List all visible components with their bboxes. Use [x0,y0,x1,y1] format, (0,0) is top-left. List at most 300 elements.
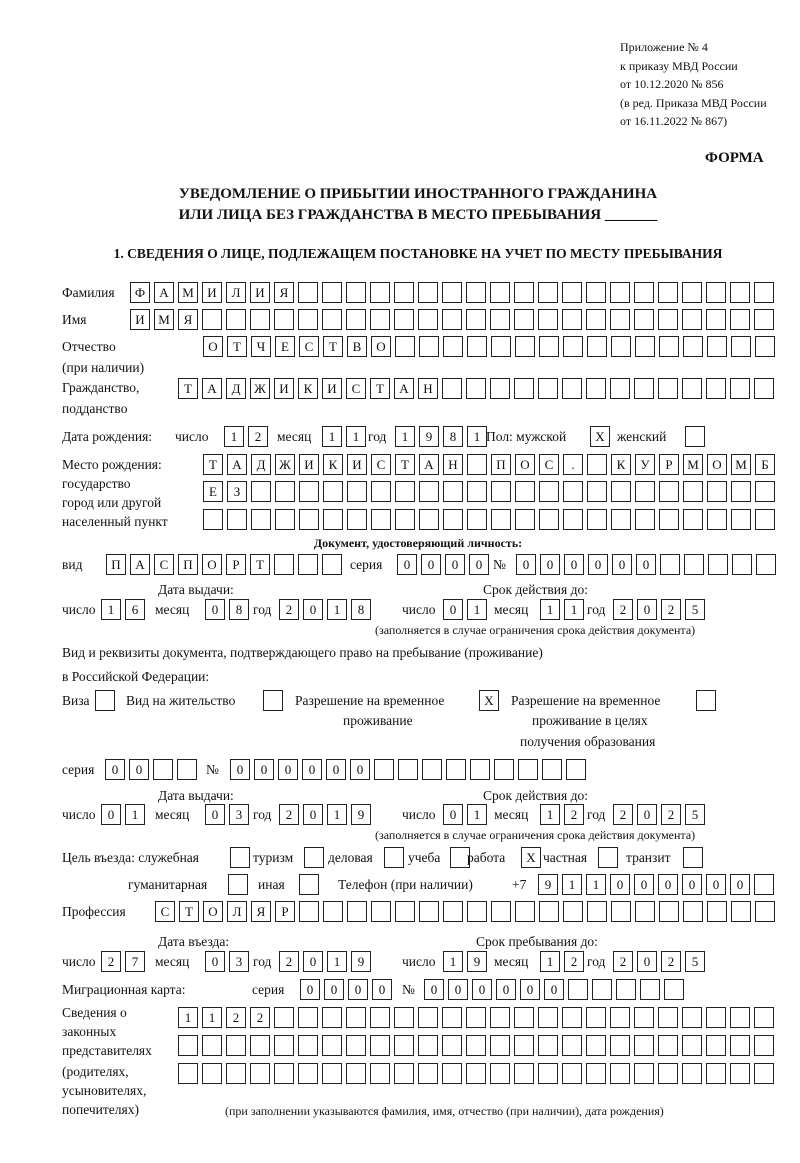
char-box[interactable] [562,1063,582,1084]
char-box[interactable]: 0 [372,979,392,1000]
char-box[interactable] [518,759,538,780]
char-box[interactable] [538,1007,558,1028]
char-box[interactable]: О [202,554,222,575]
char-box[interactable] [370,1035,390,1056]
char-box[interactable]: 1 [224,426,244,447]
char-box[interactable]: 0 [496,979,516,1000]
char-box[interactable]: 0 [129,759,149,780]
char-box[interactable]: Т [178,378,198,399]
char-box[interactable] [611,901,631,922]
char-box[interactable] [658,1007,678,1028]
char-box[interactable] [634,309,654,330]
char-box[interactable] [682,1007,702,1028]
char-box[interactable]: 9 [467,951,487,972]
char-box[interactable]: Я [274,282,294,303]
char-box[interactable]: 0 [303,599,323,620]
char-box[interactable] [658,282,678,303]
char-box[interactable] [226,1063,246,1084]
char-box[interactable] [418,1007,438,1028]
char-box[interactable] [419,336,439,357]
char-box[interactable] [592,979,612,1000]
char-box[interactable] [708,554,728,575]
char-box[interactable]: Т [203,454,223,475]
char-box[interactable] [587,509,607,530]
char-box[interactable] [370,309,390,330]
char-box[interactable] [658,378,678,399]
char-box[interactable]: О [515,454,535,475]
char-box[interactable] [418,1063,438,1084]
char-box[interactable]: С [371,454,391,475]
char-box[interactable] [466,1063,486,1084]
char-box[interactable]: 2 [279,599,299,620]
char-box[interactable] [611,336,631,357]
char-box[interactable]: Ч [251,336,271,357]
char-box[interactable] [419,901,439,922]
char-box[interactable] [370,1063,390,1084]
char-box[interactable]: 0 [230,759,250,780]
char-box[interactable] [610,309,630,330]
char-box[interactable] [635,481,655,502]
char-box[interactable]: 2 [101,951,121,972]
checkbox[interactable] [228,874,248,895]
char-box[interactable] [634,378,654,399]
char-box[interactable] [754,378,774,399]
char-box[interactable] [298,1007,318,1028]
char-box[interactable] [562,309,582,330]
char-box[interactable]: 0 [637,804,657,825]
char-box[interactable]: 2 [564,951,584,972]
char-box[interactable] [322,282,342,303]
char-box[interactable]: Т [250,554,270,575]
char-box[interactable] [586,309,606,330]
char-box[interactable] [610,1035,630,1056]
char-box[interactable] [202,1035,222,1056]
char-box[interactable] [490,282,510,303]
char-box[interactable]: 3 [229,804,249,825]
char-box[interactable]: 0 [326,759,346,780]
char-box[interactable]: П [491,454,511,475]
char-box[interactable]: 2 [226,1007,246,1028]
char-box[interactable]: Н [443,454,463,475]
char-box[interactable] [250,1035,270,1056]
char-box[interactable] [299,509,319,530]
char-box[interactable] [395,481,415,502]
char-box[interactable] [635,509,655,530]
char-box[interactable]: К [323,454,343,475]
char-box[interactable]: Т [323,336,343,357]
char-box[interactable] [658,309,678,330]
char-box[interactable] [707,481,727,502]
char-box[interactable]: Т [179,901,199,922]
char-box[interactable]: И [130,309,150,330]
char-box[interactable] [514,282,534,303]
char-box[interactable]: К [298,378,318,399]
char-box[interactable]: Р [275,901,295,922]
char-box[interactable]: Д [226,378,246,399]
char-box[interactable] [755,481,775,502]
char-box[interactable]: З [227,481,247,502]
char-box[interactable] [467,509,487,530]
char-box[interactable] [442,1035,462,1056]
char-box[interactable] [682,1035,702,1056]
char-box[interactable] [562,378,582,399]
char-box[interactable] [491,509,511,530]
char-box[interactable] [706,1063,726,1084]
char-box[interactable]: А [154,282,174,303]
char-box[interactable]: Р [226,554,246,575]
char-box[interactable] [634,1035,654,1056]
char-box[interactable]: 0 [350,759,370,780]
char-box[interactable] [467,481,487,502]
char-box[interactable]: 0 [520,979,540,1000]
char-box[interactable] [610,1063,630,1084]
char-box[interactable] [683,901,703,922]
char-box[interactable] [346,1007,366,1028]
char-box[interactable]: 1 [346,426,366,447]
char-box[interactable]: 0 [634,874,654,895]
char-box[interactable] [274,1063,294,1084]
char-box[interactable] [586,1035,606,1056]
char-box[interactable] [659,901,679,922]
char-box[interactable]: Т [370,378,390,399]
char-box[interactable]: Т [395,454,415,475]
char-box[interactable] [298,1035,318,1056]
char-box[interactable]: 0 [254,759,274,780]
char-box[interactable] [398,759,418,780]
char-box[interactable]: Ж [250,378,270,399]
char-box[interactable]: 5 [685,951,705,972]
char-box[interactable]: 1 [322,426,342,447]
char-box[interactable]: 0 [300,979,320,1000]
char-box[interactable] [538,309,558,330]
char-box[interactable] [754,1063,774,1084]
char-box[interactable]: 2 [661,804,681,825]
checkbox[interactable] [263,690,283,711]
char-box[interactable] [664,979,684,1000]
char-box[interactable] [467,901,487,922]
char-box[interactable]: 5 [685,599,705,620]
char-box[interactable] [754,309,774,330]
char-box[interactable]: 0 [637,599,657,620]
char-box[interactable]: Р [659,454,679,475]
char-box[interactable] [731,481,751,502]
char-box[interactable]: И [202,282,222,303]
char-box[interactable] [299,481,319,502]
char-box[interactable]: 1 [467,426,487,447]
char-box[interactable] [610,282,630,303]
char-box[interactable] [346,1035,366,1056]
char-box[interactable] [274,1007,294,1028]
char-box[interactable] [562,1035,582,1056]
char-box[interactable]: 0 [205,599,225,620]
char-box[interactable]: 9 [351,951,371,972]
char-box[interactable]: 0 [682,874,702,895]
char-box[interactable]: 1 [540,599,560,620]
char-box[interactable] [563,336,583,357]
char-box[interactable] [490,1063,510,1084]
char-box[interactable] [731,901,751,922]
char-box[interactable]: 1 [540,804,560,825]
char-box[interactable] [490,1007,510,1028]
char-box[interactable] [683,336,703,357]
char-box[interactable] [470,759,490,780]
char-box[interactable] [251,509,271,530]
char-box[interactable] [731,336,751,357]
char-box[interactable]: С [155,901,175,922]
char-box[interactable] [394,1035,414,1056]
char-box[interactable]: Я [178,309,198,330]
char-box[interactable]: 0 [302,759,322,780]
char-box[interactable] [490,1035,510,1056]
char-box[interactable] [467,336,487,357]
char-box[interactable]: Б [755,454,775,475]
char-box[interactable] [754,874,774,895]
char-box[interactable] [586,1063,606,1084]
char-box[interactable] [682,378,702,399]
char-box[interactable]: 0 [445,554,465,575]
checkbox[interactable] [696,690,716,711]
char-box[interactable] [707,336,727,357]
char-box[interactable]: 0 [105,759,125,780]
char-box[interactable] [635,901,655,922]
char-box[interactable] [346,282,366,303]
char-box[interactable] [538,282,558,303]
char-box[interactable]: 1 [178,1007,198,1028]
char-box[interactable] [466,1035,486,1056]
char-box[interactable] [732,554,752,575]
char-box[interactable] [442,309,462,330]
char-box[interactable]: Е [203,481,223,502]
char-box[interactable]: 0 [658,874,678,895]
char-box[interactable] [298,1063,318,1084]
char-box[interactable]: 6 [125,599,145,620]
char-box[interactable] [634,1007,654,1028]
checkbox[interactable] [230,847,250,868]
char-box[interactable] [347,901,367,922]
char-box[interactable] [298,282,318,303]
char-box[interactable] [395,336,415,357]
char-box[interactable] [587,454,607,475]
char-box[interactable] [442,378,462,399]
char-box[interactable]: А [130,554,150,575]
char-box[interactable]: 9 [351,804,371,825]
char-box[interactable] [491,901,511,922]
char-box[interactable] [730,1007,750,1028]
char-box[interactable]: Л [227,901,247,922]
char-box[interactable]: 2 [279,951,299,972]
char-box[interactable] [274,1035,294,1056]
char-box[interactable] [466,309,486,330]
char-box[interactable]: 0 [101,804,121,825]
char-box[interactable] [755,901,775,922]
checkbox[interactable] [299,874,319,895]
char-box[interactable]: 0 [303,804,323,825]
char-box[interactable]: 2 [613,951,633,972]
char-box[interactable] [371,481,391,502]
checkbox[interactable] [685,426,705,447]
char-box[interactable] [322,1063,342,1084]
char-box[interactable] [658,1035,678,1056]
char-box[interactable] [514,309,534,330]
char-box[interactable] [178,1035,198,1056]
char-box[interactable]: 1 [202,1007,222,1028]
char-box[interactable]: 0 [612,554,632,575]
char-box[interactable] [538,378,558,399]
char-box[interactable]: 1 [443,951,463,972]
checkbox[interactable] [683,847,703,868]
char-box[interactable] [371,509,391,530]
char-box[interactable]: 2 [613,599,633,620]
char-box[interactable]: 0 [303,951,323,972]
char-box[interactable] [395,509,415,530]
char-box[interactable]: 2 [564,804,584,825]
char-box[interactable]: 0 [278,759,298,780]
char-box[interactable] [275,481,295,502]
char-box[interactable] [634,1063,654,1084]
char-box[interactable] [347,509,367,530]
char-box[interactable] [419,481,439,502]
char-box[interactable]: 0 [730,874,750,895]
char-box[interactable]: 8 [351,599,371,620]
char-box[interactable] [683,481,703,502]
char-box[interactable] [422,759,442,780]
char-box[interactable] [178,1063,198,1084]
char-box[interactable] [754,282,774,303]
char-box[interactable]: Л [226,282,246,303]
char-box[interactable]: 0 [637,951,657,972]
char-box[interactable]: 0 [469,554,489,575]
char-box[interactable] [394,1007,414,1028]
char-box[interactable] [586,378,606,399]
char-box[interactable]: И [299,454,319,475]
checkbox[interactable] [95,690,115,711]
char-box[interactable] [202,309,222,330]
char-box[interactable]: С [346,378,366,399]
char-box[interactable] [755,509,775,530]
char-box[interactable]: 0 [544,979,564,1000]
char-box[interactable]: 1 [395,426,415,447]
char-box[interactable]: К [611,454,631,475]
char-box[interactable]: 7 [125,951,145,972]
char-box[interactable]: 1 [564,599,584,620]
char-box[interactable] [370,1007,390,1028]
char-box[interactable] [587,901,607,922]
char-box[interactable] [754,1035,774,1056]
char-box[interactable] [467,454,487,475]
char-box[interactable]: А [419,454,439,475]
char-box[interactable]: 2 [661,599,681,620]
char-box[interactable]: 0 [443,804,463,825]
char-box[interactable] [586,1007,606,1028]
char-box[interactable] [491,481,511,502]
char-box[interactable]: 1 [586,874,606,895]
char-box[interactable] [322,554,342,575]
char-box[interactable] [706,378,726,399]
char-box[interactable]: И [274,378,294,399]
char-box[interactable]: А [202,378,222,399]
char-box[interactable]: П [178,554,198,575]
char-box[interactable] [635,336,655,357]
char-box[interactable] [611,509,631,530]
char-box[interactable]: Ж [275,454,295,475]
char-box[interactable]: 2 [248,426,268,447]
char-box[interactable]: 1 [327,804,347,825]
char-box[interactable]: 0 [564,554,584,575]
char-box[interactable]: 1 [101,599,121,620]
char-box[interactable] [419,509,439,530]
char-box[interactable] [640,979,660,1000]
char-box[interactable]: А [394,378,414,399]
char-box[interactable]: 2 [279,804,299,825]
char-box[interactable] [515,509,535,530]
char-box[interactable]: И [347,454,367,475]
char-box[interactable] [322,309,342,330]
char-box[interactable] [395,901,415,922]
char-box[interactable]: М [178,282,198,303]
checkbox[interactable] [304,847,324,868]
checkbox[interactable] [450,847,470,868]
char-box[interactable]: . [563,454,583,475]
char-box[interactable] [682,1063,702,1084]
char-box[interactable] [539,481,559,502]
char-box[interactable] [250,309,270,330]
char-box[interactable]: 8 [229,599,249,620]
char-box[interactable] [490,309,510,330]
char-box[interactable] [346,309,366,330]
char-box[interactable] [298,309,318,330]
char-box[interactable] [515,901,535,922]
char-box[interactable] [730,1063,750,1084]
char-box[interactable]: 0 [588,554,608,575]
char-box[interactable]: 5 [685,804,705,825]
char-box[interactable] [298,554,318,575]
char-box[interactable] [539,509,559,530]
char-box[interactable] [227,509,247,530]
char-box[interactable] [394,282,414,303]
char-box[interactable]: 0 [610,874,630,895]
char-box[interactable] [490,378,510,399]
char-box[interactable] [323,481,343,502]
char-box[interactable]: 0 [540,554,560,575]
char-box[interactable]: Ф [130,282,150,303]
char-box[interactable] [250,1063,270,1084]
char-box[interactable]: С [154,554,174,575]
char-box[interactable]: М [683,454,703,475]
char-box[interactable] [611,481,631,502]
char-box[interactable] [684,554,704,575]
char-box[interactable] [568,979,588,1000]
char-box[interactable] [371,901,391,922]
char-box[interactable] [394,1063,414,1084]
char-box[interactable] [616,979,636,1000]
char-box[interactable]: М [154,309,174,330]
char-box[interactable] [443,509,463,530]
char-box[interactable] [682,282,702,303]
char-box[interactable]: Т [227,336,247,357]
char-box[interactable] [731,509,751,530]
char-box[interactable] [491,336,511,357]
char-box[interactable]: В [347,336,367,357]
char-box[interactable] [370,282,390,303]
char-box[interactable] [683,509,703,530]
char-box[interactable] [442,1007,462,1028]
char-box[interactable] [374,759,394,780]
char-box[interactable] [707,509,727,530]
char-box[interactable] [515,481,535,502]
char-box[interactable]: 2 [613,804,633,825]
char-box[interactable] [394,309,414,330]
char-box[interactable]: 1 [540,951,560,972]
